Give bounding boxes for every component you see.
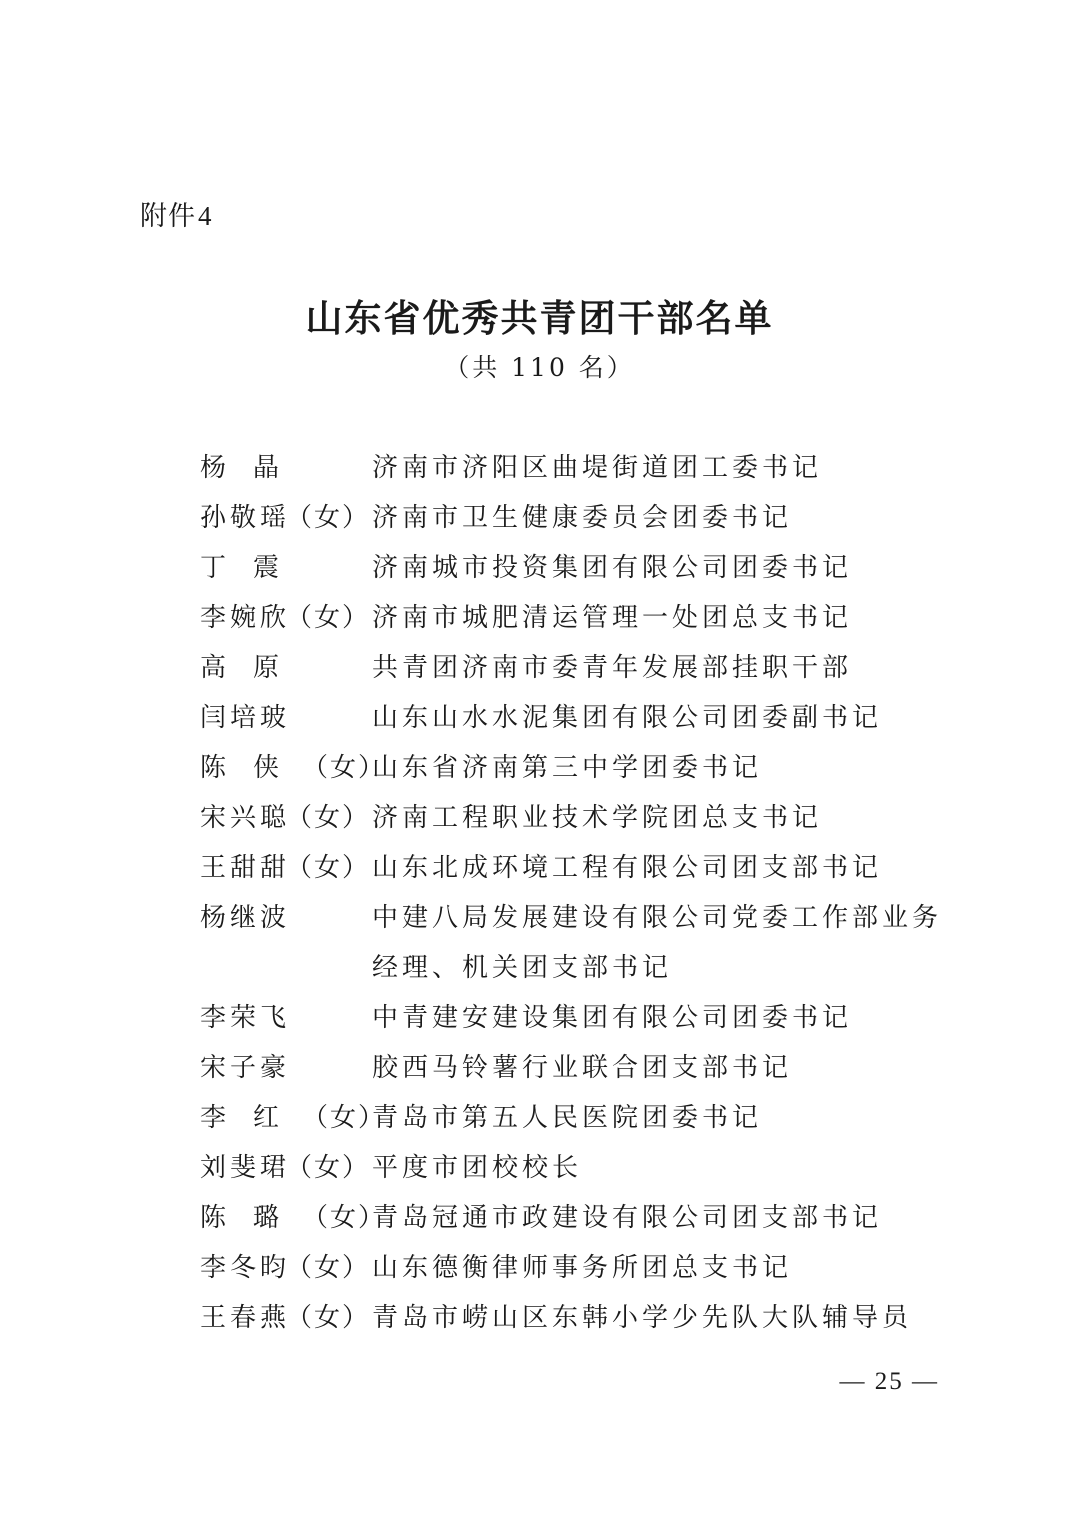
position-title: 山东德衡律师事务所团总支书记 (372, 1253, 793, 1283)
list-item (200, 743, 960, 793)
gender-marker: （女） (286, 1303, 371, 1333)
list-item (200, 443, 960, 493)
page-number: — 25 — (839, 1368, 939, 1395)
list-item (200, 1243, 960, 1293)
position-title: 胶西马铃薯行业联合团支部书记 (372, 1053, 793, 1083)
person-name-text: 刘斐珺 (200, 1153, 291, 1183)
position-title: 平度市团校校长 (372, 1153, 583, 1183)
person-name (200, 443, 370, 493)
person-name-text: 王春燕 (200, 1303, 291, 1333)
list-item (200, 543, 960, 593)
gender-marker: （女） (286, 853, 371, 883)
gender-marker: （女） (302, 753, 387, 783)
person-name-text: 陈璐 (200, 1203, 307, 1233)
person-name (200, 543, 370, 593)
list-item (200, 993, 960, 1043)
gender-marker: （女） (286, 603, 371, 633)
position-title: 济南市城肥清运管理一处团总支书记 (372, 603, 853, 633)
person-name-text: 丁震 (200, 553, 307, 583)
person-name (200, 693, 370, 743)
position-title: 青岛市崂山区东韩小学少先队大队辅导员 (372, 1303, 913, 1333)
person-name-text: 陈侠 (200, 753, 307, 783)
document-title: 山东省优秀共青团干部名单 (305, 296, 774, 340)
person-name (200, 1193, 387, 1243)
list-item (200, 1043, 960, 1093)
attachment-word: 附件 (140, 201, 196, 232)
person-name-text: 孙敬瑶 (200, 503, 291, 533)
person-name (200, 843, 370, 893)
gender-marker: （女） (286, 1153, 371, 1183)
person-name-text: 宋兴聪 (200, 803, 291, 833)
list-item (200, 1143, 960, 1193)
position-title: 青岛冠通市政建设有限公司团支部书记 (372, 1203, 883, 1233)
person-name-text: 宋子豪 (200, 1053, 291, 1083)
person-name (200, 993, 370, 1043)
list-item (200, 593, 960, 643)
gender-marker: （女） (302, 1203, 387, 1233)
position-title: 共青团济南市委青年发展部挂职干部 (372, 653, 853, 683)
gender-marker: （女） (286, 803, 371, 833)
position-title: 青岛市第五人民医院团委书记 (372, 1103, 763, 1133)
list-item (200, 1093, 960, 1143)
gender-marker: （女） (302, 1103, 387, 1133)
list-item (200, 843, 960, 893)
person-name (200, 643, 370, 693)
person-name (200, 1293, 370, 1343)
person-name (200, 1043, 370, 1093)
position-title: 济南市卫生健康委员会团委书记 (372, 503, 793, 533)
person-name (200, 493, 370, 543)
person-name-text: 李冬昀 (200, 1253, 291, 1283)
list-item (200, 1193, 960, 1243)
position-title: 济南市济阳区曲堤街道团工委书记 (372, 453, 823, 483)
position-title: 济南城市投资集团有限公司团委书记 (372, 553, 853, 583)
list-item (200, 793, 960, 843)
person-name-text: 李荣飞 (200, 1003, 291, 1033)
attachment-number: 4 (198, 201, 213, 231)
document-subtitle: （共 110 名） (444, 353, 635, 382)
person-name (200, 793, 370, 843)
person-name (200, 1243, 370, 1293)
list-item (200, 493, 960, 543)
position-title: 山东省济南第三中学团委书记 (372, 753, 763, 783)
person-name-text: 杨继波 (200, 903, 291, 933)
list-item (200, 693, 960, 743)
position-title: 山东山水水泥集团有限公司团委副书记 (372, 703, 883, 733)
person-name (200, 1143, 370, 1193)
attachment-label (140, 196, 213, 237)
gender-marker: （女） (286, 1253, 371, 1283)
position-title: 山东北成环境工程有限公司团支部书记 (372, 853, 883, 883)
gender-marker: （女） (286, 503, 371, 533)
person-name-text: 杨晶 (200, 453, 307, 483)
list-item (200, 643, 960, 693)
person-name-text: 李婉欣 (200, 603, 291, 633)
position-title: 中青建安建设集团有限公司团委书记 (372, 1003, 853, 1033)
person-name-text: 王甜甜 (200, 853, 291, 883)
person-name-text: 高原 (200, 653, 307, 683)
list-item (200, 1293, 960, 1343)
name-list (200, 443, 960, 1343)
person-name (200, 593, 370, 643)
position-title: 济南工程职业技术学院团总支书记 (372, 803, 823, 833)
person-name (200, 893, 370, 943)
person-name (200, 743, 387, 793)
person-name-text: 李红 (200, 1103, 307, 1133)
list-item (200, 893, 960, 993)
person-name (200, 1093, 387, 1143)
position-title: 中建八局发展建设有限公司党委工作部业务经理、机关团支部书记 (372, 903, 943, 983)
person-name-text: 闫培玻 (200, 703, 291, 733)
